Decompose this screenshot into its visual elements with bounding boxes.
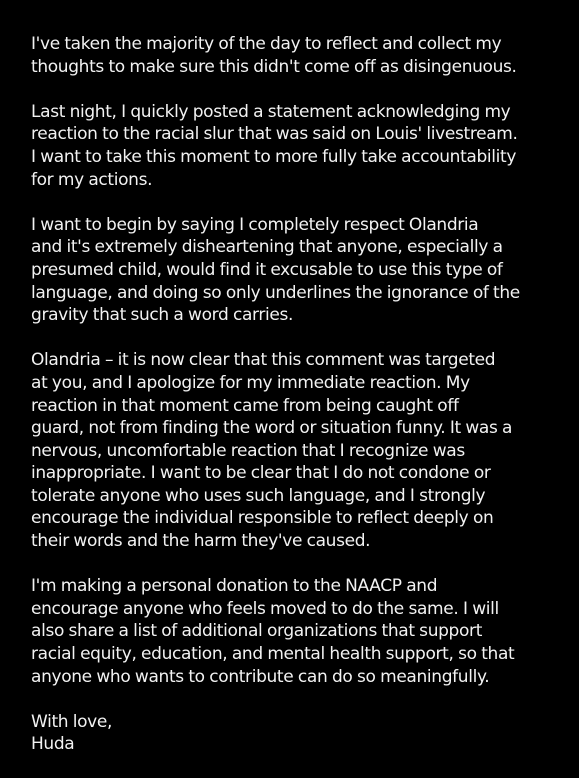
statement-body — [31, 33, 571, 756]
paragraph-apology: Olandria – it is now clear that this comment was targeted at you, and I apologize for my immediate reaction. My reaction in that moment came from being caught off guard, not from finding the word or situation funny. It was a nervous, uncomfortable reaction that I recognize was inappropriate. I want to be clear that I do not condone or tolerate anyone who uses such language, and I strongly encourage the individual responsible to reflect deeply on their words and the harm they've caused. — [31, 350, 513, 552]
paragraph-last-night: Last night, I quickly posted a statement acknowledging my reaction to the racial slur that was said on Louis' livestream. I want to take this moment to more fully take accountability for my actions. — [31, 101, 518, 190]
paragraph-respect: I want to begin by saying I completely respect Olandria and it's extremely disheartening that anyone, especially a presumed child, would find it excusable to use this type of language, and doing so only underlines the ignorance of the gravity that such a word carries. — [31, 214, 520, 326]
paragraph-donation: I'm making a personal donation to the NAACP and encourage anyone who feels moved to do the same. I will also share a list of additional organizations that support racial equity, education, and mental health support, so that anyone who wants to contribute can do so meaningfully. — [31, 576, 515, 687]
signature: Huda — [31, 734, 75, 755]
paragraph-reflection: I've taken the majority of the day to reflect and collect my thoughts to make sure this didn't come off as disingenuous. — [31, 34, 517, 77]
closing-line: With love, — [31, 711, 113, 732]
